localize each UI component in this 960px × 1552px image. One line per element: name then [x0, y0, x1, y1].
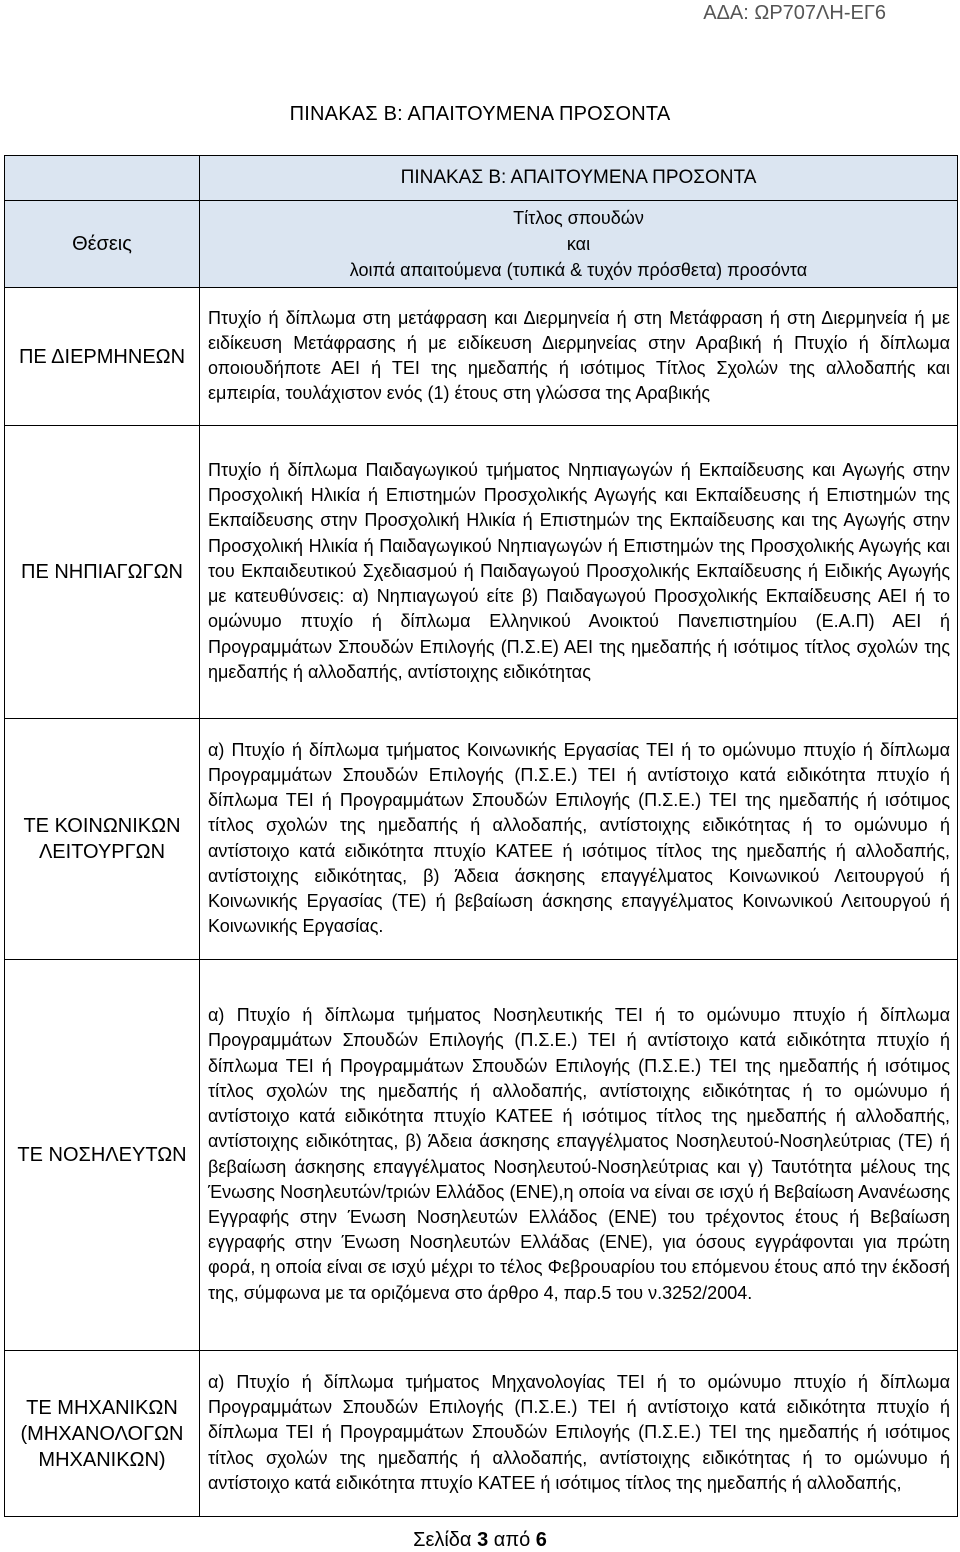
requirements-text: Πτυχίο ή δίπλωμα Παιδαγωγικού τμήματος Νηπιαγωγών ή Εκπαίδευσης και Αγωγής στην Προσχολική Ηλικία ή Επιστημών Προσχολικής Αγωγής και Εκπαίδευσης ή Επιστημών της Εκπαίδευσης στην Προσχολική Ηλικία ή Επιστημών της Εκπαίδευσης και της Αγωγής στην Προσχολική Ηλικία ή Παιδαγωγικού Νηπιαγωγών ή Επιστημών της Προσχολικής Αγωγής και του Εκπαιδευτικού Σχεδιασμού ή Παιδαγωγού Προσχολικής Εκπαίδευσης ή Ειδικής Αγωγής με κατευθύνσεις: α) Νηπιαγωγού είτε β) Παιδαγωγού Προσχολικής Εκπαίδευσης ΑΕΙ ή το ομώνυμο πτυχίο ή δίπλωμα Ελληνικού Ανοικτού Πανεπιστημίου (Ε.Α.Π) ΑΕΙ ή Προγραμμάτων Σπουδών Επιλογής (Π.Σ.Ε) ΑΕΙ της ημεδαπής ή ισότιμος τίτλος σχολών της ημεδαπής ή αλλοδαπής, αντίστοιχης ειδικότητας	[208, 460, 950, 682]
position-cell: ΤΕ ΝΟΣΗΛΕΥΤΩΝ	[5, 960, 200, 1351]
column-header-line: Τίτλος σπουδών	[513, 208, 644, 228]
column-header-line: και	[566, 234, 591, 254]
table-row	[5, 960, 958, 1351]
table-row	[5, 288, 958, 426]
requirements-cell	[200, 1351, 958, 1517]
requirements-cell	[200, 960, 958, 1351]
position-cell: ΤΕ ΜΗΧΑΝΙΚΩΝ (ΜΗΧΑΝΟΛΟΓΩΝ ΜΗΧΑΝΙΚΩΝ)	[5, 1351, 200, 1517]
footer-page-number: 3	[477, 1529, 489, 1551]
table-title-row	[5, 156, 958, 201]
column-header-positions: Θέσεις	[5, 201, 200, 288]
table-row	[5, 426, 958, 719]
requirements-text: α) Πτυχίο ή δίπλωμα τμήματος Μηχανολογίας ΤΕΙ ή το ομώνυμο πτυχίο ή δίπλωμα Προγραμμάτων Σπουδών Επιλογής (Π.Σ.Ε.) ΤΕΙ ή αντίστοιχο κατά ειδικότητα πτυχίο ή δίπλωμα ΤΕΙ ή Προγραμμάτων Σπουδών Επιλογής (Π.Σ.Ε.) ΤΕΙ της ημεδαπής ή ισότιμος τίτλος σχολών της ημεδαπής ή αλλοδαπής, αντίστοιχης ειδικότητας ή το ομώνυμο ή αντίστοιχο κατά ειδικότητα πτυχίο ΚΑΤΕΕ ή ισότιμος τίτλος της ημεδαπής ή αλλοδαπής,	[208, 1371, 950, 1493]
requirements-text: Πτυχίο ή δίπλωμα στη μετάφραση και Διερμηνεία ή στη Μετάφραση ή στη Διερμηνεία ή με ειδίκευση Μετάφρασης ή με ειδίκευση Διερμηνείας στην Αραβική ή Πτυχίο ή δίπλωμα οποιουδήποτε ΑΕΙ ή ΤΕΙ της ημεδαπής ή ισότιμος Τίτλος Σχολών της αλλοδαπής και εμπειρία, τουλάχιστον ενός (1) έτους στη γλώσσα της Αραβικής	[208, 307, 950, 404]
footer-page-total: 6	[535, 1529, 547, 1551]
position-cell: ΤΕ ΚΟΙΝΩΝΙΚΩΝ ΛΕΙΤΟΥΡΓΩΝ	[5, 719, 200, 960]
column-header-line: λοιπά απαιτούμενα (τυπικά & τυχόν πρόσθετα) προσόντα	[349, 260, 808, 280]
requirements-cell	[200, 426, 958, 719]
requirements-table	[4, 155, 958, 1517]
footer-middle: από	[493, 1529, 531, 1551]
page-heading: ΠΙΝΑΚΑΣ Β: ΑΠΑΙΤΟΥΜΕΝΑ ΠΡΟΣΟΝΤΑ	[289, 103, 671, 125]
position-cell: ΠΕ ΔΙΕΡΜΗΝΕΩΝ	[5, 288, 200, 426]
requirements-text: α) Πτυχίο ή δίπλωμα τμήματος Νοσηλευτικής ΤΕΙ ή το ομώνυμο πτυχίο ή δίπλωμα Προγραμμάτων Σπουδών Επιλογής (Π.Σ.Ε.) ΤΕΙ ή αντίστοιχο κατά ειδικότητα πτυχίο ή δίπλωμα ΤΕΙ ή Προγραμμάτων Σπουδών Επιλογής (Π.Σ.Ε.) ΤΕΙ της ημεδαπής ή ισότιμος τίτλος σχολών της ημεδαπής ή αλλοδαπής, αντίστοιχης ειδικότητας ή το ομώνυμο ή αντίστοιχο κατά ειδικότητα πτυχίο ΚΑΤΕΕ ή ισότιμος τίτλος της ημεδαπής ή αλλοδαπής, αντίστοιχης ειδικότητας, β) Άδεια άσκησης επαγγέλματος Νοσηλευτού-Νοσηλεύτριας (ΤΕ) ή βεβαίωση άσκησης επαγγέλματος Νοσηλευτού-Νοσηλεύτριας και γ) Ταυτότητα μέλους της Ένωσης Νοσηλευτών/τριών Ελλάδος (ΕΝΕ),η οποία να είναι σε ισχύ ή Βεβαίωση Ανανέωσης Εγγραφής στην Ένωση Νοσηλευτών Ελλάδος (ΕΝΕ) του τρέχοντος έτους ή Βεβαίωση εγγραφής στην Ένωση Νοσηλευτών Ελλάδας (ΕΝΕ), για όσους εγγράφονται για πρώτη φορά, η οποία είναι σε ισχύ μέχρι το τέλος Φεβρουαρίου του επόμενου έτους από την έκδοσή της, σύμφωνα με τα οριζόμενα στο άρθρο 4, παρ.5 του ν.3252/2004.	[208, 1005, 950, 1303]
table-row	[5, 719, 958, 960]
table-header-row	[5, 201, 958, 288]
table-title-spacer	[5, 156, 200, 201]
column-header-requirements	[200, 201, 958, 288]
footer-prefix: Σελίδα	[413, 1529, 472, 1551]
requirements-text: α) Πτυχίο ή δίπλωμα τμήματος Κοινωνικής Εργασίας ΤΕΙ ή το ομώνυμο πτυχίο ή δίπλωμα Προγραμμάτων Σπουδών Επιλογής (Π.Σ.Ε.) ΤΕΙ ή αντίστοιχο κατά ειδικότητα πτυχίο ή δίπλωμα ΤΕΙ ή Προγραμμάτων Σπουδών Επιλογής (Π.Σ.Ε.) ΤΕΙ της ημεδαπής ή ισότιμος τίτλος σχολών της ημεδαπής ή αλλοδαπής, αντίστοιχης ειδικότητας ή το ομώνυμο ή αντίστοιχο κατά ειδικότητα πτυχίο ΚΑΤΕΕ ή ισότιμος τίτλος της ημεδαπής ή αλλοδαπής, αντίστοιχης ειδικότητας, β) Άδεια άσκησης επαγγέλματος Κοινωνικού Λειτουργού ή Κοινωνικής Εργασίας (ΤΕ) ή βεβαίωση άσκησης επαγγέλματος Κοινωνικού Λειτουργού ή Κοινωνικής Εργασίας.	[208, 739, 950, 937]
table-row	[5, 1351, 958, 1517]
table-title: ΠΙΝΑΚΑΣ Β: ΑΠΑΙΤΟΥΜΕΝΑ ΠΡΟΣΟΝΤΑ	[200, 156, 958, 201]
position-cell: ΠΕ ΝΗΠΙΑΓΩΓΩΝ	[5, 426, 200, 719]
requirements-cell	[200, 288, 958, 426]
requirements-cell	[200, 719, 958, 960]
page-footer	[0, 1529, 960, 1552]
ada-code: ΑΔΑ: ΩΡ707ΛΗ-ΕΓ6	[703, 2, 886, 24]
